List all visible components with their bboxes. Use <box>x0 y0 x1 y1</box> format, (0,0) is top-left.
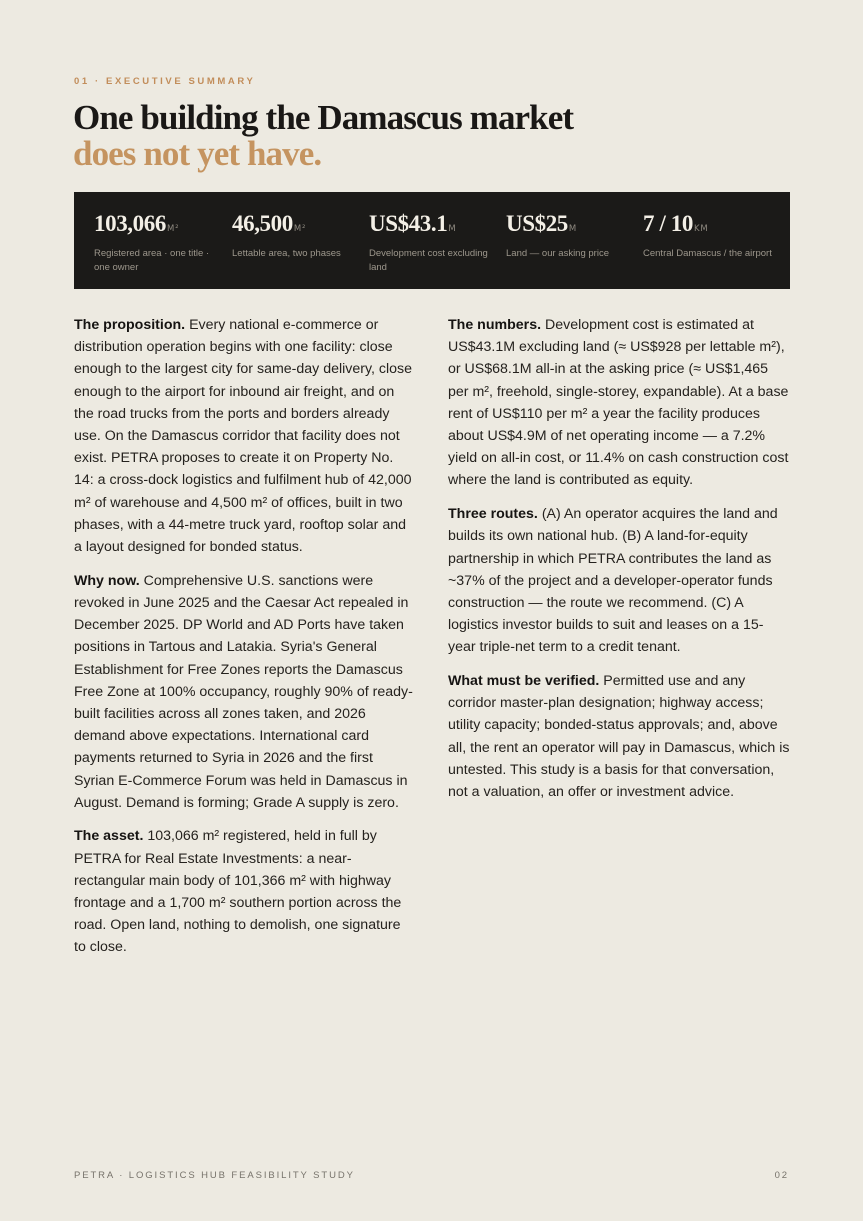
stat-value: 103,066 <box>94 211 166 236</box>
paragraph-body: 103,066 m² registered, held in full by PETRA for Real Estate Investments: a near-rectangular main body of 101,366 m² with highway frontage and a 1,700 m² southern portion across the road. Open land, nothing to demolish, one signature to close. <box>74 828 402 956</box>
paragraph-body: Development cost is estimated at US$43.1M excluding land (≈ US$928 per lettable m²), or US$68.1M all-in at the asking price (≈ US$1,465 per m², freehold, single-storey, expandable). At a base rent of US$110 per m² a year the facility produces about US$4.9M of net operating income — a 7.2% yield on all-in cost, or 11.4% on cash construction cost where the land is contributed as equity. <box>448 317 789 489</box>
paragraph-lead: The proposition. <box>74 317 186 333</box>
footer-title: PETRA · LOGISTICS HUB FEASIBILITY STUDY <box>74 1170 355 1181</box>
paragraph-lead: Three routes. <box>448 506 538 523</box>
paragraph-lead: The asset. <box>74 828 144 845</box>
stat-land-price <box>506 210 636 261</box>
paragraph-body: Permitted use and any corridor master-plan designation; highway access; utility capacity; bonded-status approvals; and, above all, the rent an operator will pay in Damascus, which is untested. This study is a basis for that conversation, not a valuation, an offer or investment advice. <box>448 673 790 801</box>
stat-unit: M² <box>166 224 180 234</box>
paragraph-lead: What must be verified. <box>448 673 600 690</box>
headline-line-2: does not yet have. <box>73 134 322 173</box>
section-eyebrow: 01 · EXECUTIVE SUMMARY <box>74 76 256 87</box>
stat-value: 7 / 10 <box>643 211 693 236</box>
stat-unit: M² <box>293 224 307 234</box>
paragraph-routes <box>448 503 790 658</box>
left-text-column <box>74 314 416 970</box>
paragraph-why-now <box>74 570 416 814</box>
stat-caption: Development cost excluding land <box>369 248 488 273</box>
stat-caption: Central Damascus / the airport <box>643 248 772 259</box>
stat-distances <box>643 210 773 261</box>
page-number: 02 <box>774 1170 789 1181</box>
stat-value: 46,500 <box>232 211 293 236</box>
right-text-column <box>448 314 790 815</box>
stat-unit: KM <box>694 224 709 234</box>
headline-line-1: One building the Damascus market <box>73 98 574 137</box>
stat-value: US$43.1 <box>369 211 448 236</box>
stat-unit: M <box>568 224 578 234</box>
paragraph-lead: Why now. <box>74 572 140 589</box>
stat-lettable-area <box>232 210 362 261</box>
stat-registered-area <box>94 210 224 274</box>
stat-caption: Lettable area, two phases <box>232 248 341 259</box>
stat-caption: Registered area · one title · one owner <box>94 248 210 273</box>
paragraph-lead: The numbers. <box>448 317 542 333</box>
stat-unit: M <box>448 224 457 234</box>
paragraph-asset <box>74 825 416 958</box>
paragraph-proposition <box>74 314 416 558</box>
page-headline <box>73 100 773 172</box>
paragraph-verification <box>448 670 790 803</box>
stat-development-cost <box>369 210 499 274</box>
paragraph-body: (A) An operator acquires the land and builds its own national hub. (B) A land-for-equity partnership in which PETRA contributes the land as ~37% of the project and a developer-operator funds construction — the route we recommend. (C) A logistics investor builds to suit and leases on a 15-year triple-net term to a credit tenant. <box>448 506 778 656</box>
paragraph-body: Every national e-commerce or distribution operation begins with one facility: close enough to the largest city for same-day delivery, close enough to the airport for inbound air freight, and on the road trucks from the ports and borders already use. On the Damascus corridor that facility does not exist. PETRA proposes to create it on Property No. 14: a cross-dock logistics and fulfilment hub of 42,000 m² of warehouse and 4,500 m² of offices, built in two phases, with a 44-metre truck yard, rooftop solar and a layout designed for bonded status. <box>74 317 413 556</box>
key-figures-band <box>74 192 790 289</box>
paragraph-body: Comprehensive U.S. sanctions were revoked in June 2025 and the Caesar Act repealed in December 2025. DP World and AD Ports have taken positions in Tartous and Latakia. Syria's General Establishment for Free Zones reports the Damascus Free Zone at 100% occupancy, roughly 90% of ready-built facilities across all zones taken, and 2026 demand above expectations. International card payments returned to Syria in 2026 and the first Syrian E-Commerce Forum was held in Damascus in August. Demand is forming; Grade A supply is zero. <box>74 572 413 811</box>
stat-caption: Land — our asking price <box>506 248 609 259</box>
stat-value: US$25 <box>506 211 568 236</box>
paragraph-numbers <box>448 314 790 492</box>
